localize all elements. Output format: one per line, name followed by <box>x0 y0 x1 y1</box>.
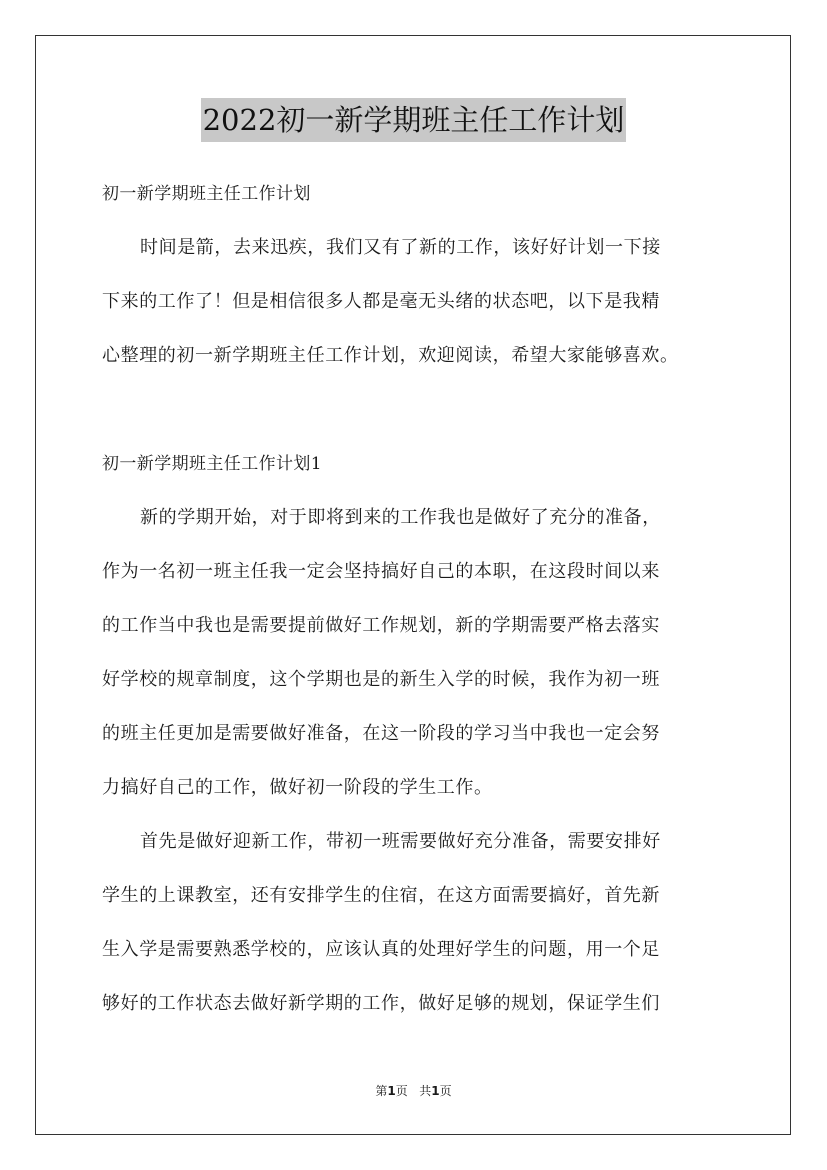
section1-para2-line: 够好的工作状态去做好新学期的工作，做好足够的规划，保证学生们 <box>102 993 660 1014</box>
section1-heading: 初一新学期班主任工作计划1 <box>102 454 323 474</box>
title-wrap <box>0 98 827 142</box>
document-title: 2022初一新学期班主任工作计划 <box>201 98 627 142</box>
intro-line: 时间是箭，去来迅疾，我们又有了新的工作，该好好计划一下接 <box>140 237 661 258</box>
page-suffix: 页 <box>395 1084 408 1098</box>
page-footer <box>0 1083 827 1099</box>
total-prefix: 共 <box>419 1084 432 1098</box>
intro-line: 心整理的初一新学期班主任工作计划，欢迎阅读，希望大家能够喜欢。 <box>102 345 679 366</box>
section1-para2-line: 首先是做好迎新工作，带初一班需要做好充分准备，需要安排好 <box>140 831 661 852</box>
page-current: 1 <box>387 1084 396 1098</box>
page-prefix: 第 <box>375 1084 388 1098</box>
section1-para1-line: 的班主任更加是需要做好准备，在这一阶段的学习当中我也一定会努 <box>102 723 660 744</box>
section1-para1-line: 好学校的规章制度，这个学期也是的新生入学的时候，我作为初一班 <box>102 669 660 690</box>
section1-para2-line: 学生的上课教室，还有安排学生的住宿，在这方面需要搞好，首先新 <box>102 885 660 906</box>
section1-para2-line: 生入学是需要熟悉学校的，应该认真的处理好学生的问题，用一个足 <box>102 939 660 960</box>
intro-line: 下来的工作了！但是相信很多人都是毫无头绪的状态吧，以下是我精 <box>102 291 660 312</box>
section1-para1-line: 力搞好自己的工作，做好初一阶段的学生工作。 <box>102 777 493 798</box>
intro-heading: 初一新学期班主任工作计划 <box>102 184 311 204</box>
section1-para1-line: 新的学期开始，对于即将到来的工作我也是做好了充分的准备， <box>140 507 661 528</box>
section1-para1-line: 的工作当中我也是需要提前做好工作规划，新的学期需要严格去落实 <box>102 615 660 636</box>
section1-para1-line: 作为一名初一班主任我一定会坚持搞好自己的本职，在这段时间以来 <box>102 561 660 582</box>
page-total: 1 <box>431 1084 440 1098</box>
total-suffix: 页 <box>439 1084 452 1098</box>
